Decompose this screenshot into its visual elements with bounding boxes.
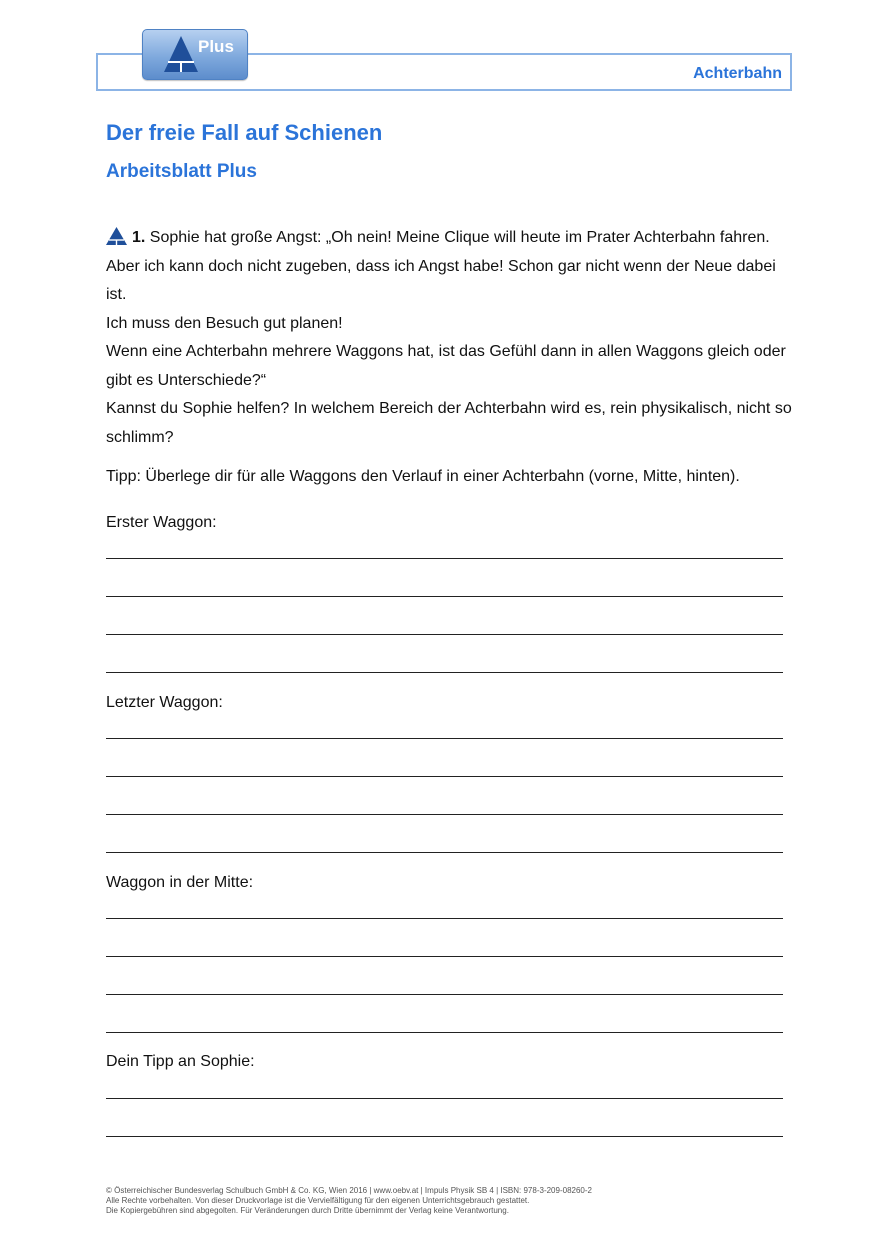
footer-line-2: Alle Rechte vorbehalten. Von dieser Druckvorlage ist die Vervielfältigung für den eigenen Unterrichtsgebrauch gestattet. xyxy=(106,1196,530,1205)
answer-line[interactable] xyxy=(106,1098,783,1099)
plus-logo xyxy=(142,29,248,80)
page-title: Der freie Fall auf Schienen xyxy=(106,120,383,145)
topic-label: Achterbahn xyxy=(693,65,782,82)
tip-text: Tipp: Überlege dir für alle Waggons den Verlauf in einer Achterbahn (vorne, Mitte, hinten). xyxy=(106,468,740,485)
answer-line[interactable] xyxy=(106,634,783,635)
task-number: 1. xyxy=(132,229,146,246)
section-label-last: Letzter Waggon: xyxy=(106,694,223,711)
footer-line-1: © Österreichischer Bundesverlag Schulbuch GmbH & Co. KG, Wien 2016 | www.oebv.at | Impuls Physik SB 4 | ISBN: 978-3-209-08260-2 xyxy=(106,1186,592,1195)
answer-line[interactable] xyxy=(106,852,783,853)
pyramid-icon xyxy=(106,227,127,245)
answer-line[interactable] xyxy=(106,738,783,739)
logo-text: Plus xyxy=(198,37,234,56)
footer xyxy=(106,1186,592,1216)
answer-line[interactable] xyxy=(106,994,783,995)
answer-line[interactable] xyxy=(106,776,783,777)
task-paragraph xyxy=(106,224,796,310)
task-paragraph-4: Kannst du Sophie helfen? In welchem Bereich der Achterbahn wird es, rein physikalisch, nicht so schlimm? xyxy=(106,400,792,446)
answer-line[interactable] xyxy=(106,1136,783,1137)
task-paragraph-1: Sophie hat große Angst: „Oh nein! Meine Clique will heute im Prater Achterbahn fahren. Aber ich kann doch nicht zugeben, dass ich Angst habe! Schon gar nicht wenn der Neue dabei ist. xyxy=(106,229,776,303)
task-text xyxy=(106,224,796,452)
section-label-first: Erster Waggon: xyxy=(106,514,217,531)
answer-line[interactable] xyxy=(106,558,783,559)
answer-line[interactable] xyxy=(106,1032,783,1033)
section-label-middle: Waggon in der Mitte: xyxy=(106,874,254,891)
footer-line-3: Die Kopiergebühren sind abgegolten. Für Veränderungen durch Dritte übernimmt der Verlag keine Verantwortung. xyxy=(106,1206,509,1215)
page-subtitle: Arbeitsblatt Plus xyxy=(106,161,257,182)
answer-line[interactable] xyxy=(106,956,783,957)
task-paragraph-3: Wenn eine Achterbahn mehrere Waggons hat, ist das Gefühl dann in allen Waggons gleich oder gibt es Unterschiede?“ xyxy=(106,343,786,389)
task-paragraph-2: Ich muss den Besuch gut planen! xyxy=(106,314,343,332)
pyramid-icon xyxy=(163,35,199,73)
answer-line[interactable] xyxy=(106,814,783,815)
section-label-tip: Dein Tipp an Sophie: xyxy=(106,1053,255,1070)
answer-line[interactable] xyxy=(106,596,783,597)
answer-line[interactable] xyxy=(106,672,783,673)
answer-line[interactable] xyxy=(106,918,783,919)
